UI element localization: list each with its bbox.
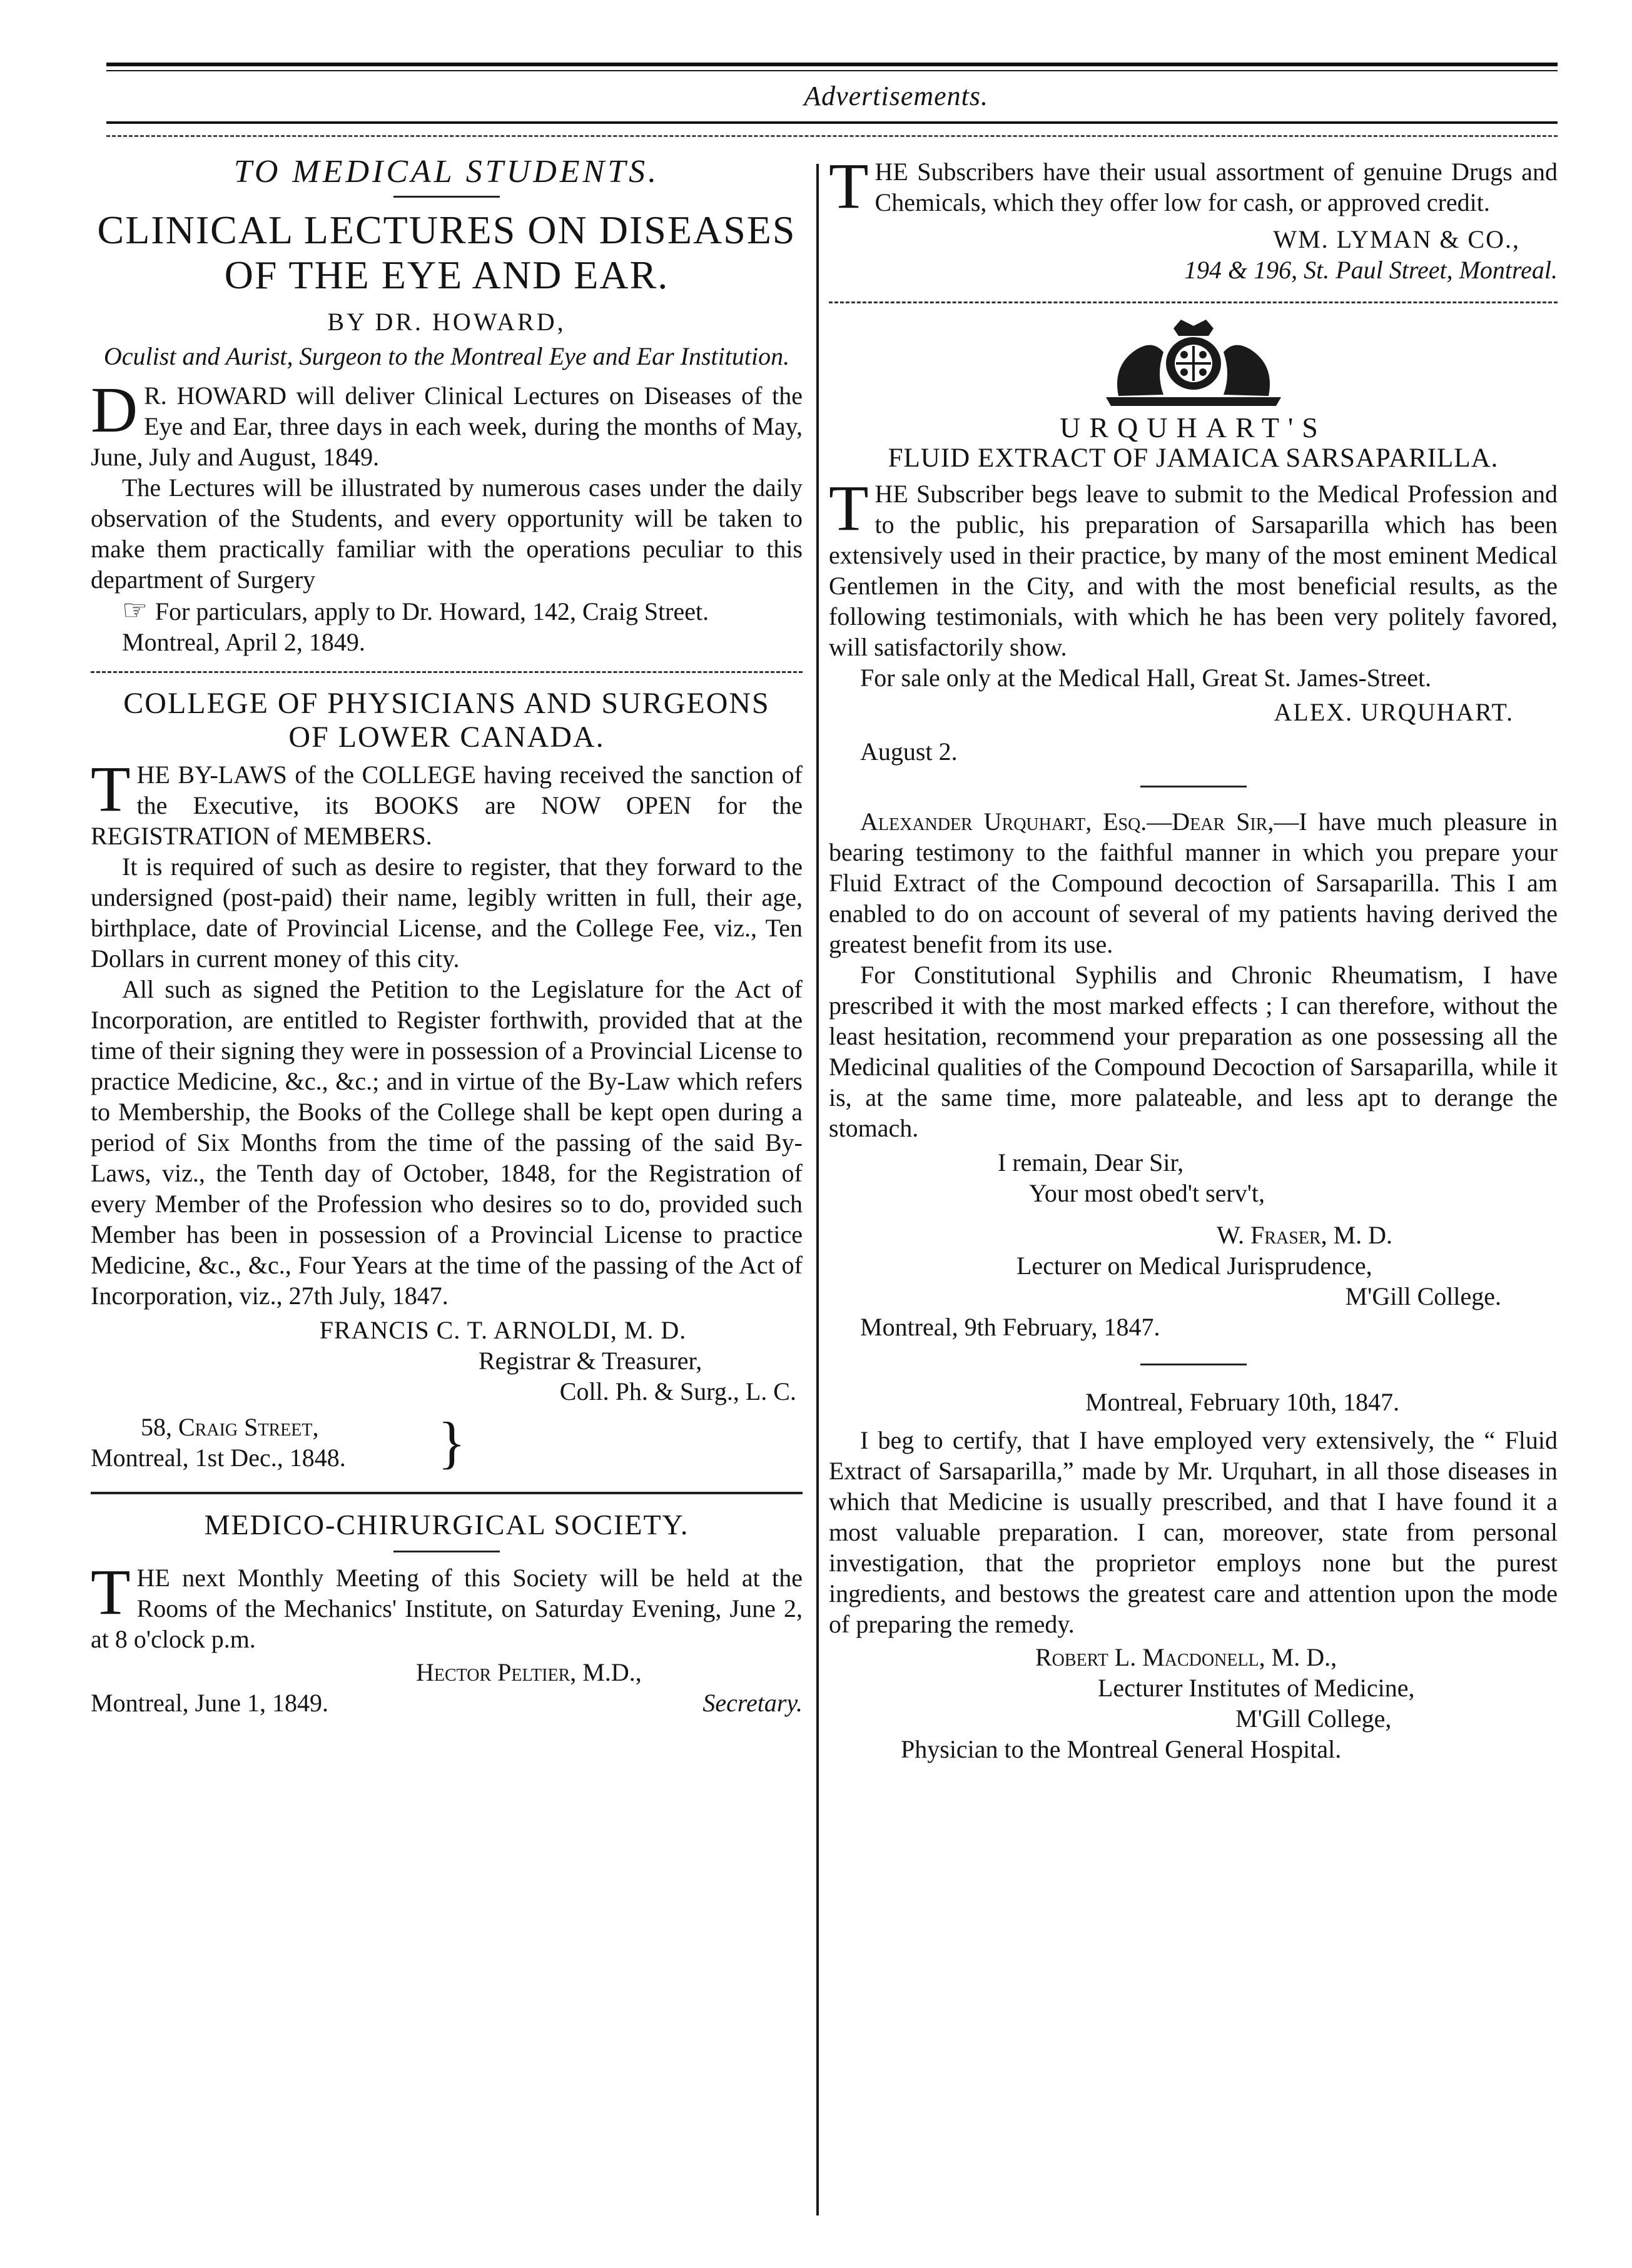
- paragraph-text: R. HOWARD will deliver Clinical Lectures on Diseases of the Eye and Ear, three days in each week, during the months of May, June, July and August, 1849.: [91, 382, 803, 471]
- paragraph-text: HE Subscriber begs leave to submit to the Medical Profession and to the public, his preparation of Sarsaparilla which has been extensively used in their practice, by many of the most eminent Medical Gentlemen in the City, and with the most beneficial results, as the following testimonials, with which he has been very politely favored, will satisfactorily show.: [829, 480, 1558, 661]
- top-rule-thin: [106, 70, 1558, 71]
- paragraph: [91, 753, 803, 851]
- byline: BY DR. HOWARD,: [327, 308, 566, 336]
- paragraph: [829, 806, 1558, 959]
- address-line: Montreal, 1st Dec., 1848.: [91, 1444, 346, 1472]
- dateline: Montreal, June 1, 1849.: [91, 1689, 328, 1717]
- paragraph: [91, 1556, 803, 1654]
- merchant-address: 194 & 196, St. Paul Street, Montreal.: [1184, 256, 1558, 284]
- top-rule-thick: [106, 63, 1558, 66]
- lecture-title-line1: CLINICAL LECTURES ON DISEASES: [97, 208, 796, 252]
- paragraph: [91, 595, 803, 627]
- society-ad: [91, 1508, 803, 1718]
- paragraph: [91, 374, 803, 472]
- signature-role: Coll. Ph. & Surg., L. C.: [559, 1377, 796, 1405]
- drop-cap: T: [91, 1556, 131, 1628]
- left-column: [91, 156, 803, 1718]
- society-footer: [91, 1688, 803, 1718]
- signature-name: W. Fraser, M. D.: [1217, 1221, 1393, 1249]
- merchant-name: WM. LYMAN & CO.,: [1273, 225, 1520, 253]
- signature-name: ALEX. URQUHART.: [1274, 698, 1514, 726]
- paragraph-text: HE next Monthly Meeting of this Society will be held at the Rooms of the Mechanics' Institute, on Saturday Evening, June 2, at 8 o'clock p.m.: [91, 1564, 803, 1653]
- paragraph: I beg to certify, that I have employed very extensively, the “ Fluid Extract of Sarsaparilla,” made by Mr. Urquhart, in all those diseases in which that Medicine is usually prescribed, and that I have found it a most valuable preparation. I can, moreover, state from personal investigation, that the proprietor employs none but the purest ingredients, and bestows the greatest care and attention upon the mode of preparing the remedy.: [829, 1426, 1558, 1638]
- urquhart-ad: [829, 315, 1558, 787]
- paragraph-text: HE Subscribers have their usual assortment of genuine Drugs and Chemicals, which they offer low for cash, or approved credit.: [874, 158, 1558, 216]
- dashed-separator: [91, 671, 803, 673]
- header-title: Advertisements.: [804, 81, 988, 111]
- drop-cap: D: [91, 374, 138, 446]
- short-rule: [393, 196, 500, 198]
- dateline: Montreal, 9th February, 1847.: [860, 1313, 1160, 1341]
- paragraph: [829, 472, 1558, 662]
- header-dashed-rule: [106, 135, 1558, 137]
- royal-arms-icon: [1093, 315, 1294, 408]
- drop-cap: T: [91, 753, 131, 825]
- college-title-line2: OF LOWER CANADA.: [288, 721, 605, 754]
- subtitle: Oculist and Aurist, Surgeon to the Montreal Eye and Ear Institution.: [103, 342, 790, 370]
- signature-role: Physician to the Montreal General Hospital.: [901, 1735, 1342, 1763]
- signature-role: M'Gill College,: [1235, 1704, 1392, 1733]
- drop-cap: T: [829, 150, 869, 222]
- header-rule: [106, 121, 1558, 124]
- ad-heading: TO MEDICAL STUDENTS.: [233, 154, 660, 190]
- signature-role: Secretary.: [702, 1689, 803, 1717]
- paragraph: It is required of such as desire to register, that they forward to the undersigned (post-paid) their name, legibly written in full, their age, birthplace, date of Provincial License, and the College Fee, viz., Ten Dollars in current money of this city.: [91, 853, 803, 973]
- short-rule: [1140, 786, 1247, 787]
- signature-name: FRANCIS C. T. ARNOLDI, M. D.: [319, 1316, 687, 1344]
- macdonell-testimonial: [829, 1387, 1558, 1764]
- signature-role: Registrar & Treasurer,: [479, 1347, 702, 1375]
- dateline: Montreal, February 10th, 1847.: [1085, 1388, 1400, 1416]
- closing-line: Your most obed't serv't,: [1029, 1179, 1265, 1207]
- column-rule: [816, 164, 819, 2215]
- paragraph-text: I have much pleasure in bearing testimony to the faithful manner in which you prepare your Fluid Extract of the Compound decoction of Sarsaparilla. This I am enabled to do on account of several of my patients having derived the greatest benefit from its use.: [829, 807, 1558, 958]
- dateline: Montreal, April 2, 1849.: [122, 628, 365, 656]
- signature-role: M'Gill College.: [1345, 1282, 1501, 1310]
- paragraph: All such as signed the Petition to the Legislature for the Act of Incorporation, are entitled to Register forthwith, provided that at the time of their signing they were in possession of a Provincial License to practice Medicine, &c., &c.; and in virtue of the By-Law which refers to Membership, the Books of the College shall be kept open during a period of Six Months from the time of the passing of the said By-Laws, viz., the Tenth day of October, 1848, for the Registration of every Member of the Profession who desires so to do, provided such Member has been in possession of a Provincial License to practice Medicine, &c., &c., Four Years at the time of the passing of the Act of Incorporation, viz., 27th July, 1847.: [91, 975, 803, 1310]
- short-rule: [1140, 1364, 1247, 1365]
- college-ad: [91, 687, 803, 1473]
- closing-line: I remain, Dear Sir,: [998, 1148, 1184, 1177]
- fraser-testimonial: [829, 806, 1558, 1365]
- lyman-ad: [829, 150, 1558, 285]
- brace-mark: }: [438, 1410, 466, 1474]
- drop-cap: T: [829, 472, 869, 544]
- signature-role: Lecturer Institutes of Medicine,: [1098, 1674, 1415, 1702]
- address-line: 58, Craig Street,: [141, 1413, 319, 1441]
- paragraph: For sale only at the Medical Hall, Great St. James-Street.: [860, 664, 1432, 692]
- signature-name: Hector Peltier, M.D.,: [416, 1658, 642, 1686]
- paragraph: The Lectures will be illustrated by numerous cases under the daily observation of the Students, and every opportunity will be taken to make them practically familiar with the operations peculiar to this department of Surgery: [91, 473, 803, 594]
- page-header: [106, 80, 1558, 112]
- paragraph-text: For particulars, apply to Dr. Howard, 142, Craig Street.: [155, 597, 709, 625]
- college-title-line1: COLLEGE OF PHYSICIANS AND SURGEONS: [123, 687, 770, 720]
- pointing-hand-icon: ☞: [122, 594, 155, 626]
- signature-role: Lecturer on Medical Jurisprudence,: [1016, 1252, 1372, 1280]
- medical-students-ad: [91, 156, 803, 657]
- dateline: August 2.: [860, 737, 958, 766]
- signature-name: Robert L. Macdonell, M. D.,: [1035, 1643, 1337, 1671]
- address-block: [91, 1412, 803, 1473]
- lecture-title-line2: OF THE EYE AND EAR.: [224, 253, 669, 297]
- dashed-separator: [829, 301, 1558, 303]
- society-title: MEDICO-CHIRURGICAL SOCIETY.: [204, 1509, 689, 1541]
- solid-separator: [91, 1492, 803, 1494]
- short-rule: [393, 1551, 500, 1552]
- paragraph-text: HE BY-LAWS of the COLLEGE having received the sanction of the Executive, its BOOKS are NOW OPEN for the REGISTRATION of MEMBERS.: [91, 761, 803, 850]
- paragraph: [829, 150, 1558, 222]
- paragraph: For Constitutional Syphilis and Chronic Rheumatism, I have prescribed it with the most marked effects ; I can therefore, without the least hesitation, recommend your preparation as one possessing all the Medicinal qualities of the Compound Decoction of Sarsaparilla, while it is, at the same time, more palateable, and less apt to derange the stomach.: [829, 961, 1558, 1142]
- right-column: [829, 150, 1558, 1764]
- urquhart-title: URQUHART'S: [1060, 412, 1327, 443]
- urquhart-subtitle: FLUID EXTRACT OF JAMAICA SARSAPARILLA.: [888, 443, 1499, 473]
- salutation: Alexander Urquhart, Esq.—Dear Sir,—: [860, 807, 1299, 836]
